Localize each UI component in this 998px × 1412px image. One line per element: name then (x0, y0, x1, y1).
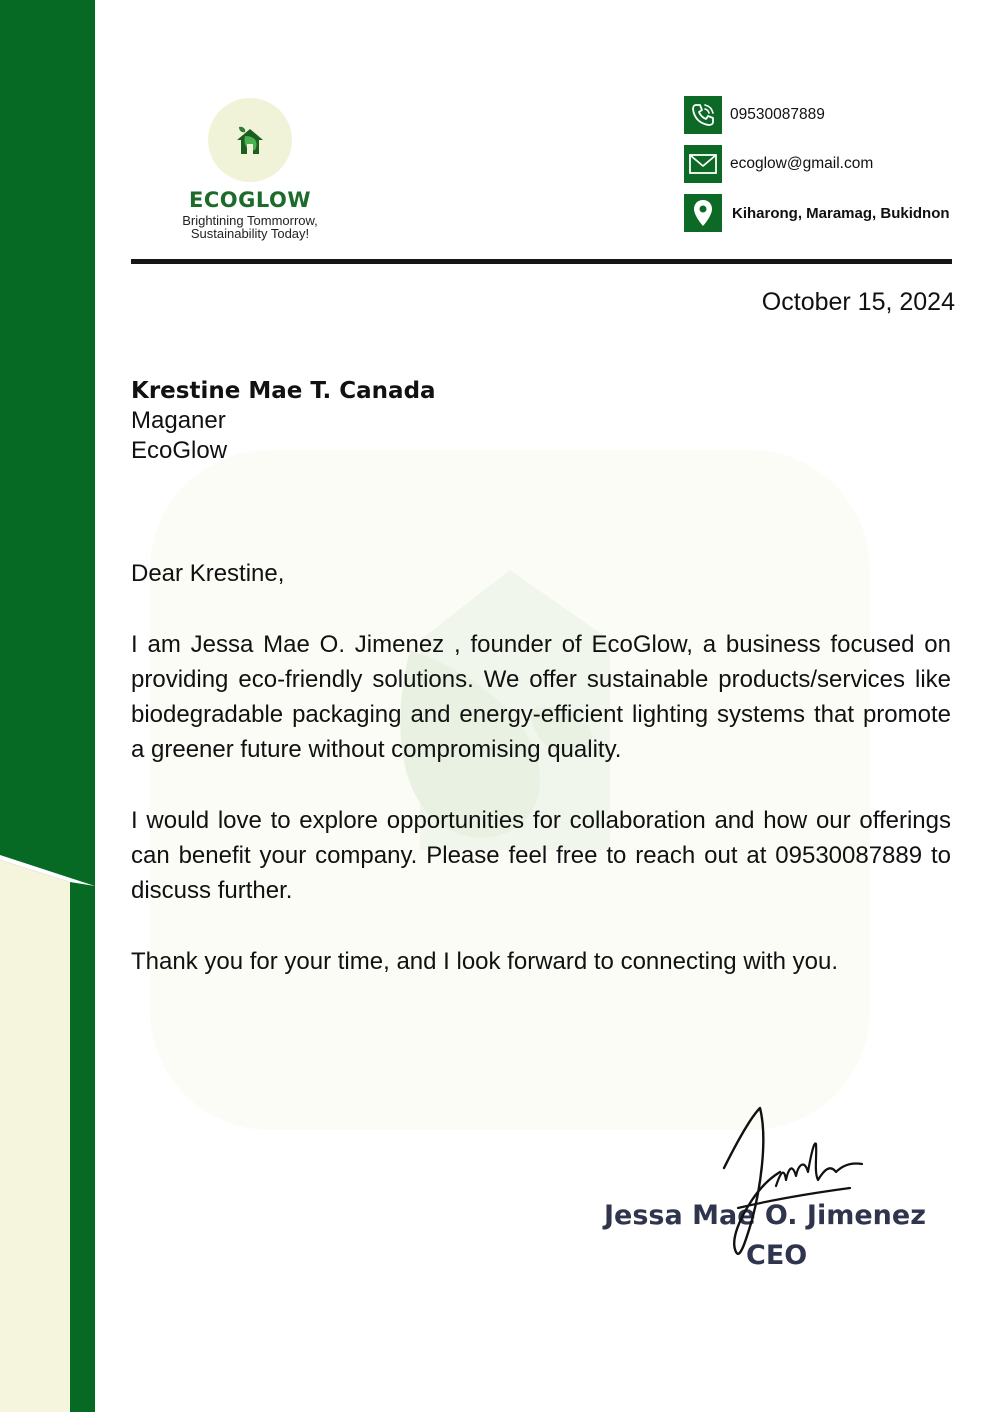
contact-address-row (684, 194, 994, 232)
salutation: Dear Krestine, (131, 560, 285, 587)
paragraph-introduction: I am Jessa Mae O. Jimenez , founder of EcoGlow, a business focused on providing eco-friendly solutions. We offer sustainable products/services like biodegradable packaging and energy-efficient lighting systems that promote a greener future without compromising quality. (131, 631, 951, 763)
signer-title: CEO (746, 1240, 808, 1271)
side-decoration (0, 0, 100, 1412)
contact-phone-row (684, 96, 994, 134)
recipient-company: EcoGlow (131, 437, 228, 464)
header-divider (131, 259, 952, 264)
location-pin-icon (684, 194, 722, 232)
tagline-line-2: Sustainability Today! (190, 226, 310, 241)
contact-address: Kiharong, Maramag, Bukidnon (732, 204, 950, 222)
envelope-icon (684, 145, 722, 183)
tagline-line-1: Brightining Tommorrow, (182, 213, 318, 228)
paragraph-collaboration: I would love to explore opportunities for collaboration and how our offerings can benefit your company. Please feel free to reach out at 09530087889 to discuss further. (131, 807, 951, 904)
recipient-title: Maganer (131, 407, 226, 434)
phone-icon (684, 96, 722, 134)
contact-phone: 09530087889 (730, 106, 825, 123)
recipient-block (131, 376, 436, 466)
contact-email: ecoglow@gmail.com (730, 155, 874, 172)
signer-name: Jessa Mae O. Jimenez (604, 1200, 926, 1231)
contact-email-row (684, 145, 994, 183)
logo-circle (208, 98, 292, 182)
brand-name: ECOGLOW (189, 188, 311, 212)
contact-block (684, 96, 994, 243)
leaf-house-icon (229, 122, 271, 158)
handwritten-signature (700, 1100, 880, 1280)
recipient-name: Krestine Mae T. Canada (131, 378, 436, 404)
paragraph-closing: Thank you for your time, and I look forward to connecting with you. (131, 948, 839, 975)
letter-body (131, 556, 951, 1015)
brand-logo-block (150, 98, 350, 240)
brand-tagline (150, 214, 350, 240)
letter-date: October 15, 2024 (761, 288, 955, 316)
